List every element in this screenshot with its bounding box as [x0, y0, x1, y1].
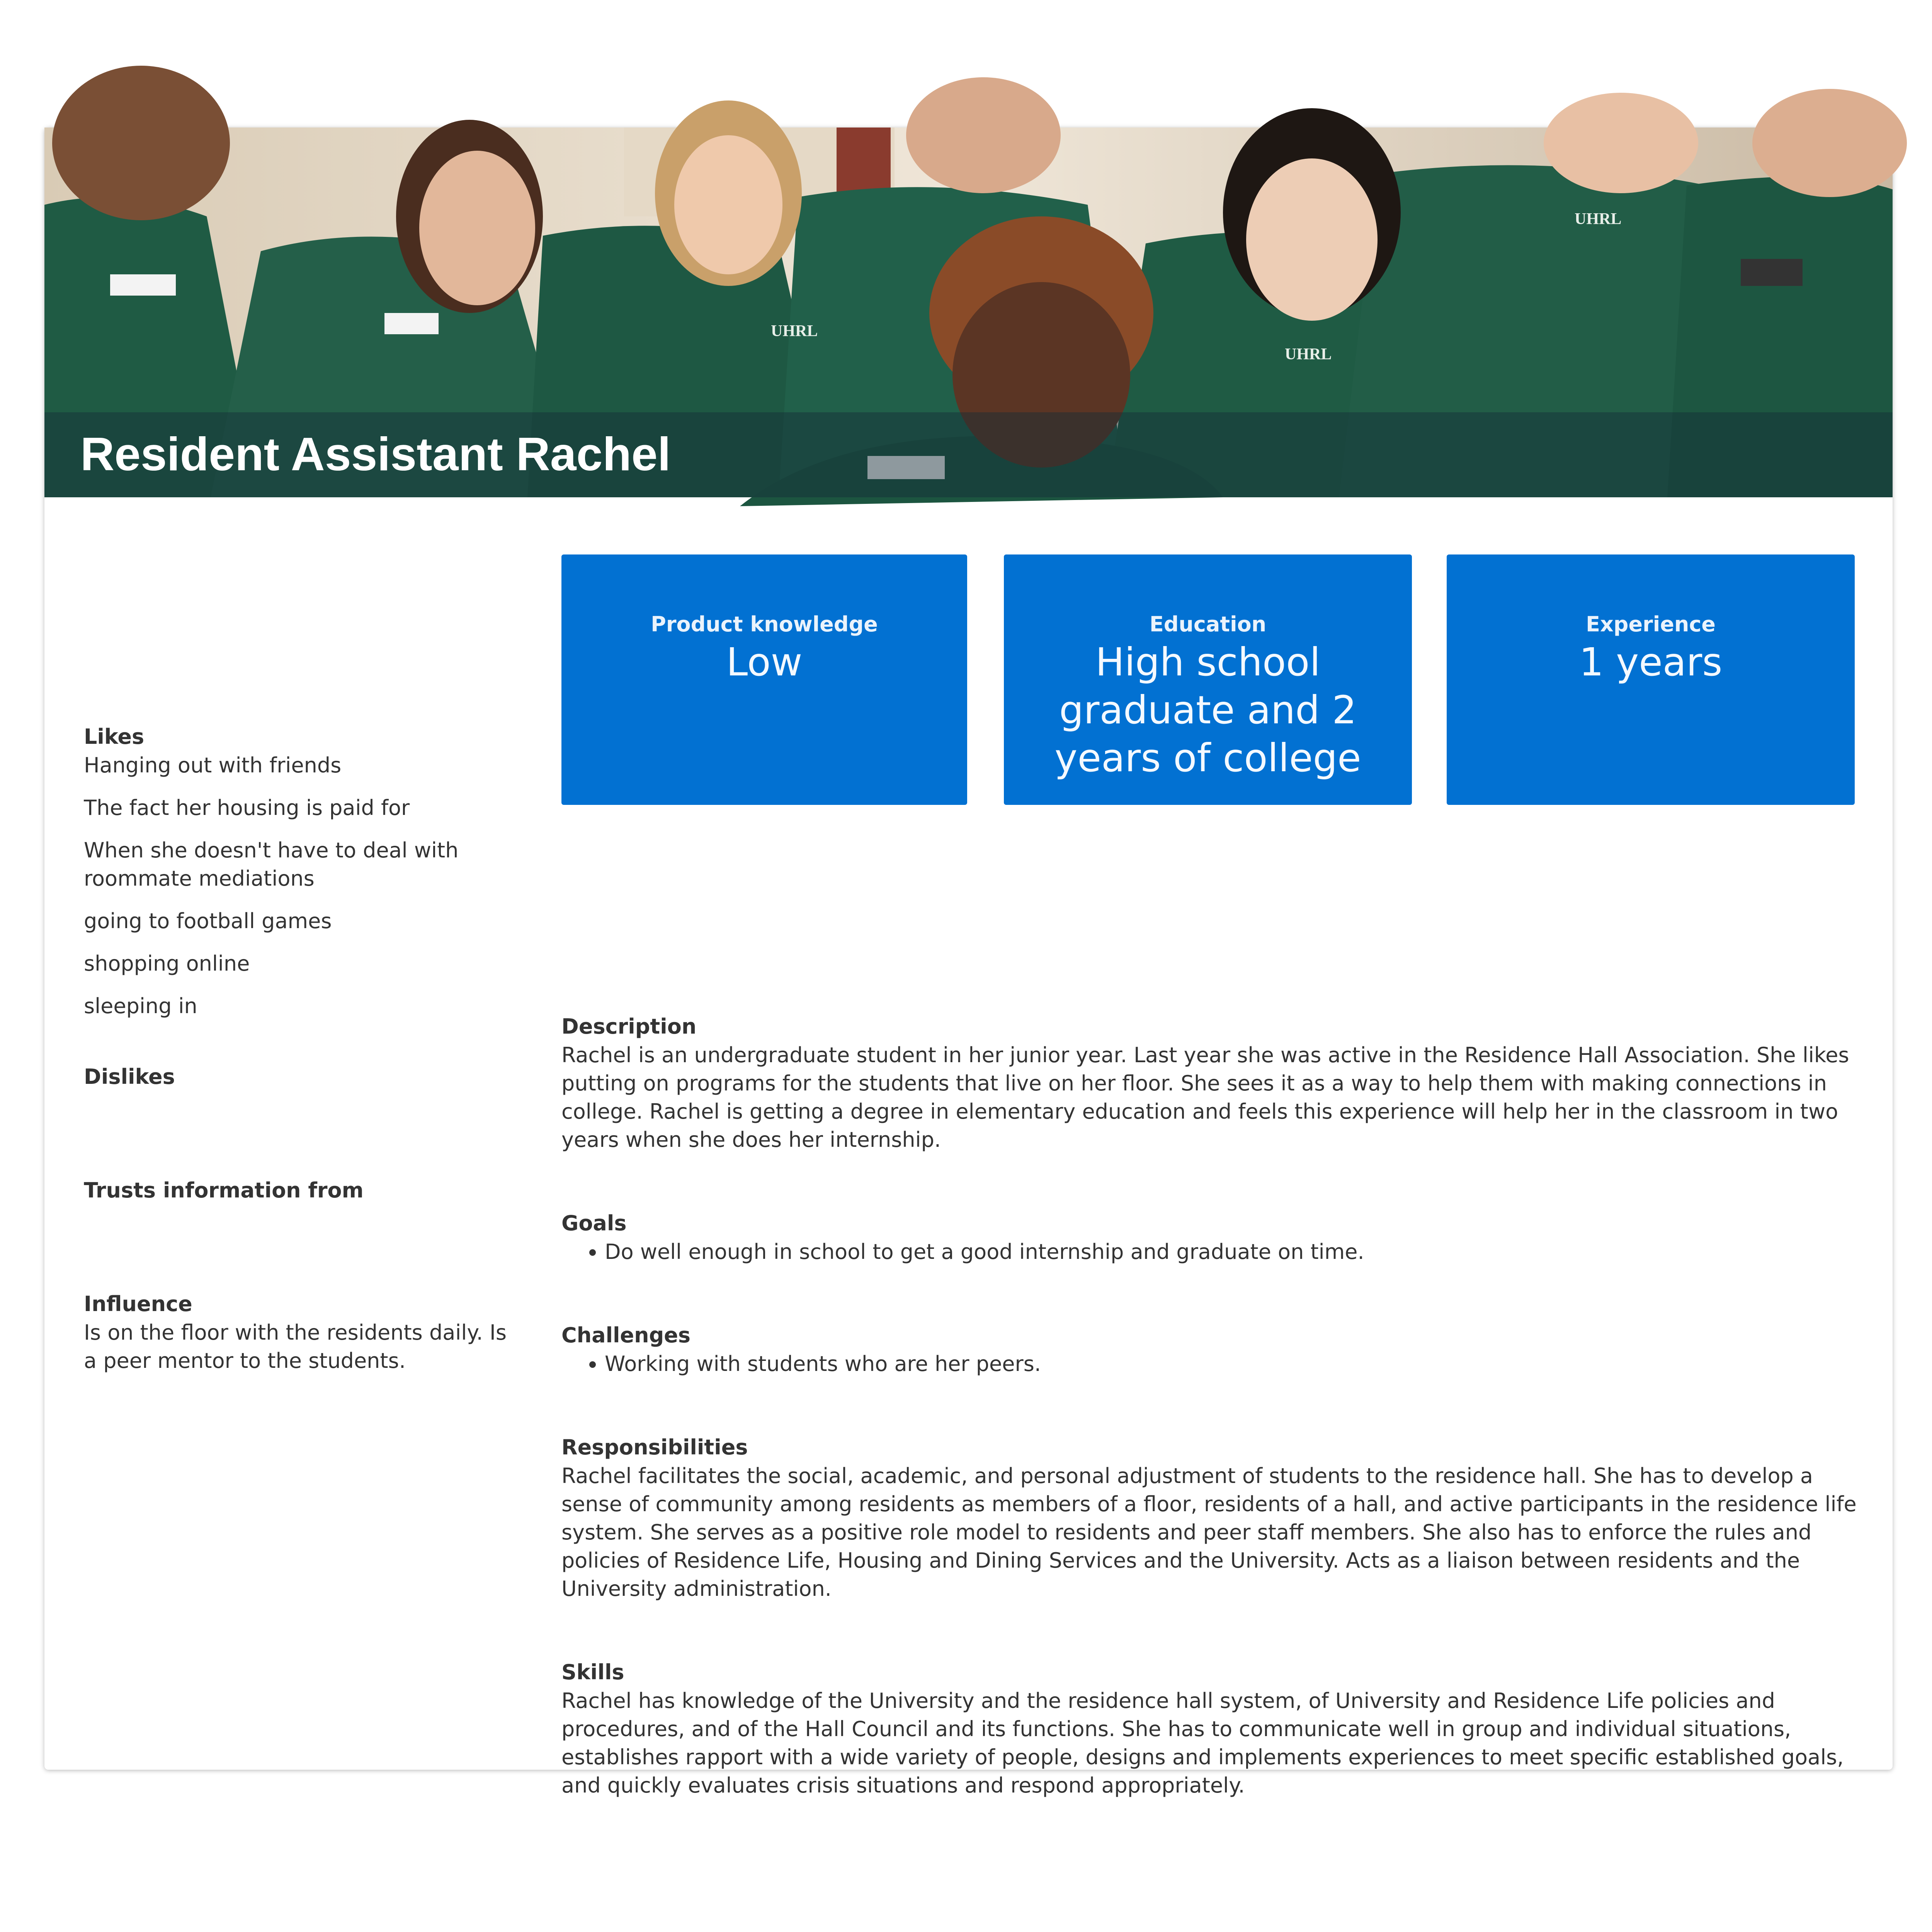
experience-card: [1447, 554, 1855, 805]
product-knowledge-label: Product knowledge: [651, 612, 878, 636]
product-knowledge-value: Low: [726, 639, 803, 685]
svg-text:UHRL: UHRL: [1285, 345, 1332, 363]
persona-card: [44, 128, 1893, 1798]
influence-text: Is on the floor with the residents daily. Is a peer mentor to the students.: [84, 1320, 507, 1373]
svg-text:UHRL: UHRL: [771, 322, 818, 340]
list-item: • Do well enough in school to get a good internship and graduate on time.: [605, 1238, 1860, 1266]
responsibilities-heading: Responsibilities: [561, 1435, 748, 1459]
influence-heading: Influence: [84, 1292, 192, 1316]
skills-heading: Skills: [561, 1660, 624, 1684]
list-item: Hanging out with friends: [84, 753, 342, 777]
education-card: [1004, 554, 1412, 805]
skills-text: Rachel has knowledge of the University and the residence hall system, of University and Residence Life policies and procedures, and of the Hall Council and its functions. She has to communicate well in group and individual situations, establishes rapport with a wide variety of people, designs and implements experiences to meet specific established goals, and quickly evaluates crisis situations and respond appropriately.: [561, 1689, 1844, 1798]
list-item: The fact her housing is paid for: [84, 796, 410, 820]
responsibilities-text: Rachel facilitates the social, academic, and personal adjustment of students to the residence hall. She has to develop a sense of community among residents as members of a floor, residents of a hall, and active participants in the residence life system. She serves as a positive role model to residents and peer staff members. She also has to enforce the rules and policies of Residence Life, Housing and Dining Services and the University. Acts as a liaison between residents and the University administration.: [561, 1464, 1857, 1601]
list-item: going to football games: [84, 909, 332, 933]
challenges-list: [561, 1350, 1860, 1378]
experience-value: 1 years: [1579, 639, 1723, 685]
persona-title: Resident Assistant Rachel: [80, 428, 671, 480]
education-value: High school graduate and 2 years of college: [1054, 639, 1361, 781]
persona-sidebar: [84, 593, 520, 1375]
experience-label: Experience: [1586, 612, 1716, 636]
list-item: shopping online: [84, 951, 250, 976]
challenges-heading: Challenges: [561, 1323, 691, 1347]
likes-heading: Likes: [84, 724, 145, 749]
persona-details: [561, 1012, 1860, 1799]
description-text: Rachel is an undergraduate student in her junior year. Last year she was active in the Residence Hall Association. She likes putting on programs for the students that live on her floor. She sees it as a way to help them with making connections in college. Rachel is getting a degree in elementary education and feels this experience will help her in the classroom in two years when she does her internship.: [561, 1043, 1849, 1152]
trusts-heading: Trusts information from: [84, 1178, 364, 1202]
list-item: sleeping in: [84, 994, 197, 1018]
education-label: Education: [1149, 612, 1267, 636]
svg-text:UHRL: UHRL: [1575, 210, 1622, 228]
goals-heading: Goals: [561, 1211, 627, 1235]
dislikes-heading: Dislikes: [84, 1065, 175, 1089]
hero-photo: [44, 128, 1893, 497]
likes-list: [84, 751, 520, 1020]
goals-list: [561, 1238, 1860, 1266]
list-item: • Working with students who are her peers.: [605, 1350, 1860, 1378]
stats-row: [561, 554, 1893, 806]
description-heading: Description: [561, 1014, 697, 1039]
product-knowledge-card: [561, 554, 967, 805]
list-item: When she doesn't have to deal with roommate mediations: [84, 838, 459, 891]
